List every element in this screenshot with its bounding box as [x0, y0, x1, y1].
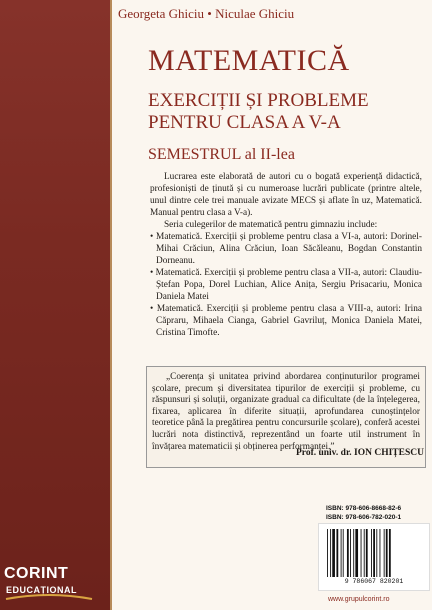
book-title: MATEMATICĂ	[148, 44, 350, 77]
isbn-block	[326, 505, 401, 522]
series-intro: Seria culegerilor de matematică pentru gimnaziu include:	[164, 220, 378, 230]
description	[150, 171, 422, 339]
subtitle-line-2: PENTRU CLASA A V-A	[148, 112, 341, 133]
series-item-7: • Matematică. Exerciții și probleme pentru clasa a VII-a, autori: Claudiu-Ștefan Popa, Dorel Luchian, Alice Anița, Sergiu Prisacariu, Monica Daniela Matei	[150, 267, 422, 303]
publisher-url[interactable]: www.grupulcorint.ro	[328, 596, 390, 603]
series-item-6: • Matematică. Exerciții și probleme pentru clasa a VI-a, autori: Dorinel-Mihai Crăciun, Alina Crăciun, Ioan Săcăleanu, Bogdan Constantin Dorneanu.	[150, 231, 422, 267]
series-item-8: • Matematică. Exerciții și probleme pentru clasa a VIII-a, autori: Irina Căpraru, Mihaela Cianga, Gabriel Gavriluț, Monica Daniela Matei, Cristina Timofte.	[150, 303, 422, 339]
barcode-bars	[325, 529, 425, 577]
publisher-subname: EDUCAȚIONAL	[6, 585, 77, 595]
book-subtitle	[148, 90, 428, 134]
quote-signature: Prof. univ. dr. ION CHIȚESCU	[295, 448, 424, 458]
quote-text: „Coerența și unitatea privind abordarea conținuturilor programei școlare, precum și diversitatea tipurilor de exerciții și probleme, cu răspunsuri și soluții, organizate gradual ca dificultate (de la înțelegerea, fixarea, aplicarea în diferite situații, aprofundarea cunoștințelor teoretice până la pregătirea pentru concursurile școlare), conferă acestei lucrări nota distinctivă, reprezentând un foarte util instrument în învățarea matematicii și obținerea performanței.”	[152, 372, 420, 452]
isbn-1: ISBN: 978-606-8668-82-6	[326, 505, 402, 512]
isbn-2: ISBN: 978-606-782-020-1	[326, 513, 402, 521]
authors: Georgeta Ghiciu • Niculae Ghiciu	[118, 6, 295, 21]
intro-paragraph: Lucrarea este elaborată de autori cu o bogată experiență didactică, profesioniști de ținută și cu numeroase lucrări publicate (printre altele, unul dintre cele trei manuale avizate MECS și aflate în uz, Matematică. Manual pentru clasa a V-a).	[150, 172, 422, 218]
publisher-name: CORINT	[4, 565, 69, 582]
subtitle-line-1: EXERCIȚII ȘI PROBLEME	[148, 90, 369, 111]
publisher-logo	[4, 565, 100, 605]
barcode-number: 9 786067 820201	[344, 578, 404, 585]
barcode	[318, 523, 430, 591]
logo-swoosh-icon	[4, 593, 94, 603]
semester-label: SEMESTRUL al II-lea	[148, 146, 295, 163]
